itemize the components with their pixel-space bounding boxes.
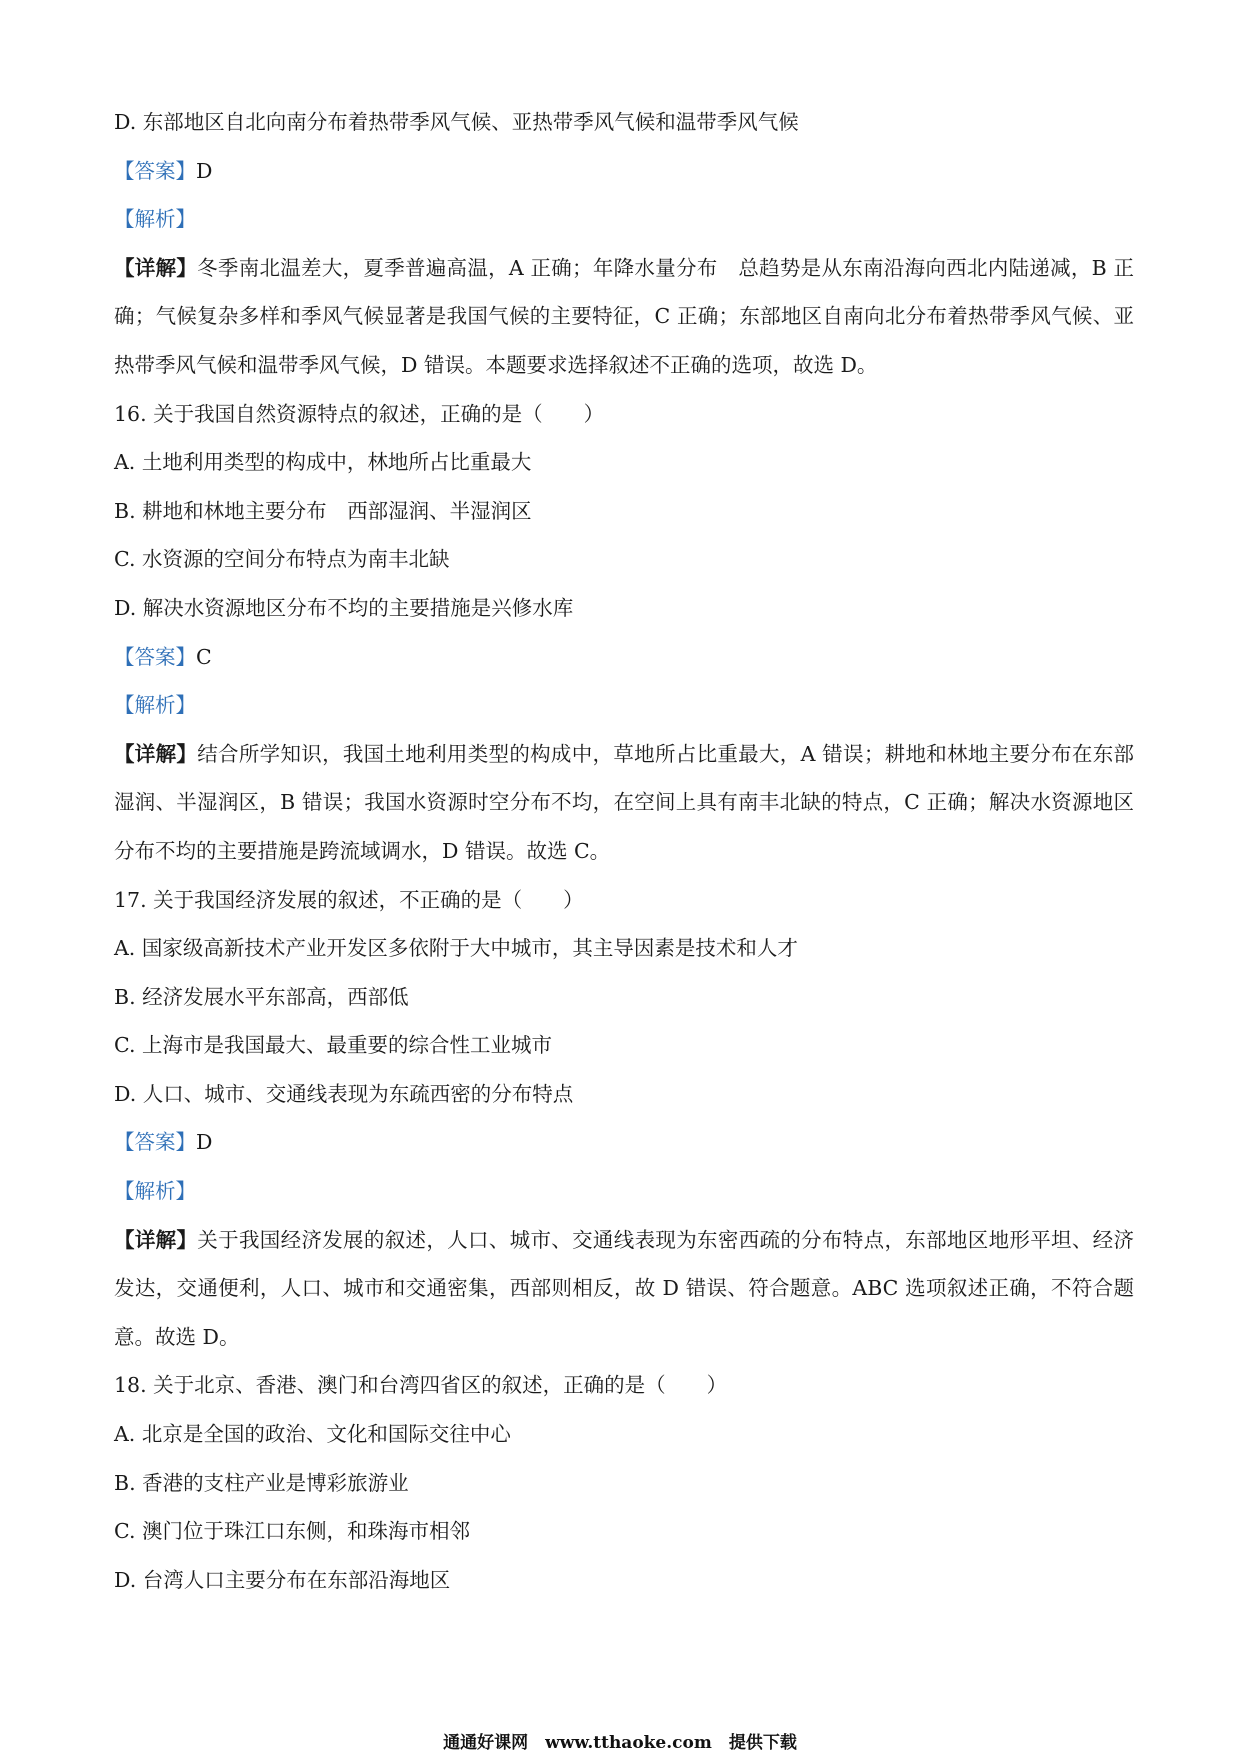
q16-option-b: B. 耕地和林地主要分布 西部湿润、半湿润区 <box>114 498 532 523</box>
q15-option-d: D. 东部地区自北向南分布着热带季风气候、亚热带季风气候和温带季风气候 <box>114 110 799 134</box>
document-body <box>114 98 1134 1604</box>
answer-value: D <box>196 1130 213 1155</box>
detail-tag: 【详解】 <box>114 741 198 766</box>
q16-stem: 16. 关于我国自然资源特点的叙述，正确的是（ ） <box>114 401 605 426</box>
q17-option-a: A. 国家级高新技术产业开发区多依附于大中城市，其主导因素是技术和人才 <box>114 936 798 961</box>
q17-option-c: C. 上海市是我国最大、最重要的综合性工业城市 <box>114 1033 552 1058</box>
q16-option-c: C. 水资源的空间分布特点为南丰北缺 <box>114 547 450 572</box>
detail-text: 结合所学知识，我国土地利用类型的构成中，草地所占比重最大，A 错误；耕地和林地主要分布在东部湿润、半湿润区，B 错误；我国水资源时空分布不均，在空间上具有南丰北缺的特点，C 正确；解决水资源地区分布不均的主要措施是跨流域调水，D 错误。故选 C。 <box>114 741 1135 863</box>
answer-tag: 【答案】 <box>114 1130 196 1155</box>
answer-value: C <box>196 644 212 669</box>
detail-text: 冬季南北温差大，夏季普遍高温，A 正确；年降水量分布 总趋势是从东南沿海向西北内陆递减，B 正确；气候复杂多样和季风气候显著是我国气候的主要特征，C 正确；东部地区自南向北分布着热带季风气候、亚热带季风气候和温带季风气候，D 错误。本题要求选择叙述不正确的选项，故选 D。 <box>114 255 1135 377</box>
q18-option-c: C. 澳门位于珠江口东侧，和珠海市相邻 <box>114 1519 470 1544</box>
answer-tag: 【答案】 <box>114 644 196 669</box>
detail-text: 关于我国经济发展的叙述，人口、城市、交通线表现为东密西疏的分布特点，东部地区地形平坦、经济发达，交通便利，人口、城市和交通密集，西部则相反，故 D 错误、符合题意。ABC 选项叙述正确，不符合题意。故选 D。 <box>114 1227 1135 1349</box>
answer-tag: 【答案】 <box>114 158 196 183</box>
q17-option-d: D. 人口、城市、交通线表现为东疏西密的分布特点 <box>114 1081 574 1106</box>
q15-analysis-tag: 【解析】 <box>114 207 196 232</box>
q17-detail <box>114 1216 1134 1362</box>
q16-detail <box>114 730 1134 876</box>
q18-stem: 18. 关于北京、香港、澳门和台湾四省区的叙述，正确的是（ ） <box>114 1373 728 1398</box>
q17-analysis-tag: 【解析】 <box>114 1179 196 1204</box>
q15-answer <box>114 147 1134 196</box>
q16-answer <box>114 633 1134 682</box>
q15-detail <box>114 244 1134 390</box>
answer-value: D <box>196 158 213 183</box>
q17-option-b: B. 经济发展水平东部高，西部低 <box>114 984 409 1009</box>
q17-answer <box>114 1118 1134 1167</box>
page-footer: 通通好课网 www.tthaoke.com 提供下载 <box>443 1733 797 1753</box>
q17-stem: 17. 关于我国经济发展的叙述，不正确的是（ ） <box>114 887 584 912</box>
detail-tag: 【详解】 <box>114 255 198 280</box>
q18-option-d: D. 台湾人口主要分布在东部沿海地区 <box>114 1567 451 1592</box>
q16-option-d: D. 解决水资源地区分布不均的主要措施是兴修水库 <box>114 595 574 620</box>
q18-option-b: B. 香港的支柱产业是博彩旅游业 <box>114 1470 409 1495</box>
detail-tag: 【详解】 <box>114 1227 198 1252</box>
q16-option-a: A. 土地利用类型的构成中，林地所占比重最大 <box>114 450 532 475</box>
q16-analysis-tag: 【解析】 <box>114 693 196 718</box>
q18-option-a: A. 北京是全国的政治、文化和国际交往中心 <box>114 1422 511 1447</box>
